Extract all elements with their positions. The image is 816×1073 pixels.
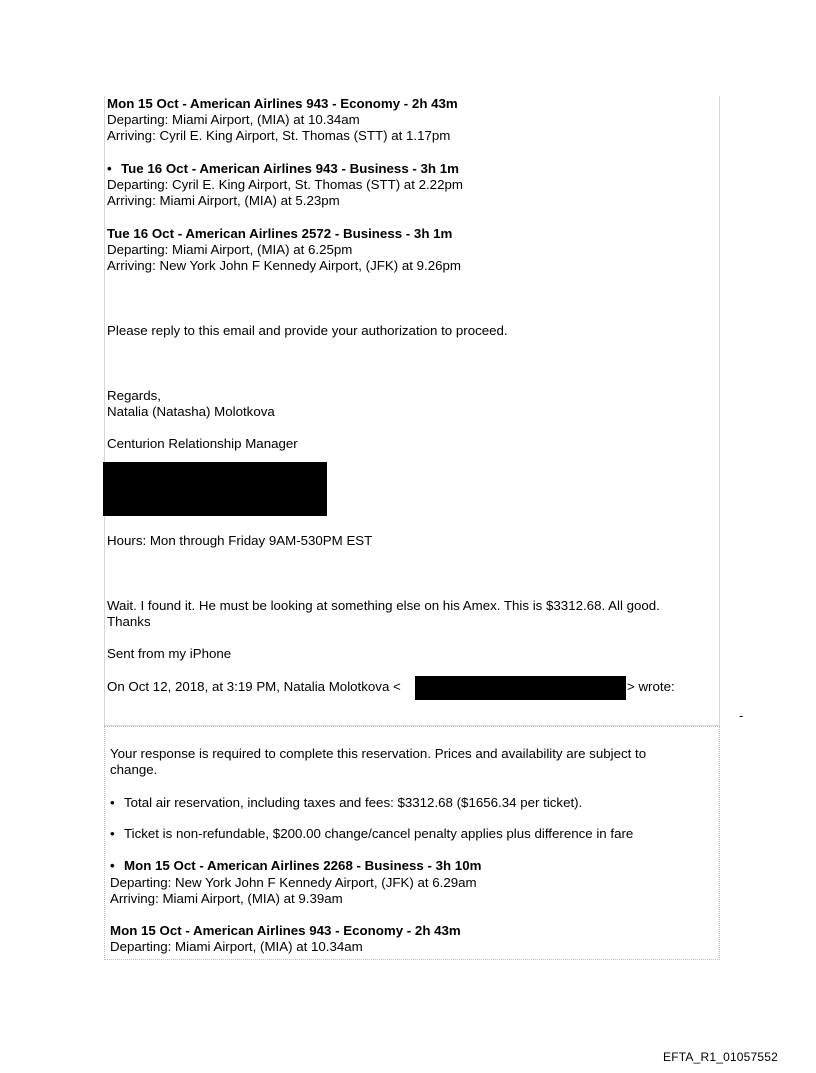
quote-header-suffix: > wrote:: [627, 679, 675, 694]
authorization-request: Please reply to this email and provide your authorization to proceed.: [107, 323, 508, 338]
flight-title: Mon 15 Oct - American Airlines 943 - Economy - 2h 43m: [110, 923, 461, 938]
flight-departing: Departing: Cyril E. King Airport, St. Thomas (STT) at 2.22pm: [107, 177, 463, 192]
total-reservation: • Total air reservation, including taxes and fees: $3312.68 ($1656.34 per ticket).: [110, 795, 583, 810]
response-required: Your response is required to complete this reservation. Prices and availability are subject to: [110, 746, 647, 761]
quote-header-prefix: On Oct 12, 2018, at 3:19 PM, Natalia Molotkova <: [107, 679, 401, 694]
flight-departing: Departing: Miami Airport, (MIA) at 10.34am: [107, 112, 360, 127]
response-required-cont: change.: [110, 762, 158, 777]
flight-arriving: Arriving: Cyril E. King Airport, St. Thomas (STT) at 1.17pm: [107, 128, 451, 143]
flight-departing: Departing: New York John F Kennedy Airport, (JFK) at 6.29am: [110, 875, 477, 890]
reply-thanks: Thanks: [107, 614, 151, 629]
redaction-email: [415, 676, 626, 700]
flight-title: • Mon 15 Oct - American Airlines 2268 - Business - 3h 10m: [110, 858, 482, 873]
sent-from: Sent from my iPhone: [107, 646, 232, 661]
signature-regards: Regards,: [107, 388, 161, 403]
bullet: •: [107, 161, 112, 176]
redaction-block: [103, 462, 327, 516]
flight-title: • Tue 16 Oct - American Airlines 943 - Business - 3h 1m: [107, 161, 459, 176]
signature-hours: Hours: Mon through Friday 9AM-530PM EST: [107, 533, 373, 548]
flight-departing: Departing: Miami Airport, (MIA) at 6.25pm: [107, 242, 353, 257]
bullet: •: [110, 858, 115, 873]
flight-arriving: Arriving: New York John F Kennedy Airport, (JFK) at 9.26pm: [107, 258, 462, 273]
reply-line: Wait. I found it. He must be looking at something else on his Amex. This is $3312.68. All good.: [107, 598, 660, 613]
flight-title: Mon 15 Oct - American Airlines 943 - Economy - 2h 43m: [107, 96, 458, 111]
flight-arriving: Arriving: Miami Airport, (MIA) at 5.23pm: [107, 193, 340, 208]
flight-arriving: Arriving: Miami Airport, (MIA) at 9.39am: [110, 891, 343, 906]
flight-departing: Departing: Miami Airport, (MIA) at 10.34am: [110, 939, 363, 954]
signature-role: Centurion Relationship Manager: [107, 436, 298, 451]
bullet: •: [110, 795, 115, 810]
bullet: •: [110, 826, 115, 841]
document-id: EFTA_R1_01057552: [663, 1050, 779, 1064]
separator-dash: -: [739, 708, 744, 723]
flight-title: Tue 16 Oct - American Airlines 2572 - Business - 3h 1m: [107, 226, 453, 241]
signature-name: Natalia (Natasha) Molotkova: [107, 404, 275, 419]
ticket-terms: • Ticket is non-refundable, $200.00 change/cancel penalty applies plus difference in fare: [110, 826, 634, 841]
